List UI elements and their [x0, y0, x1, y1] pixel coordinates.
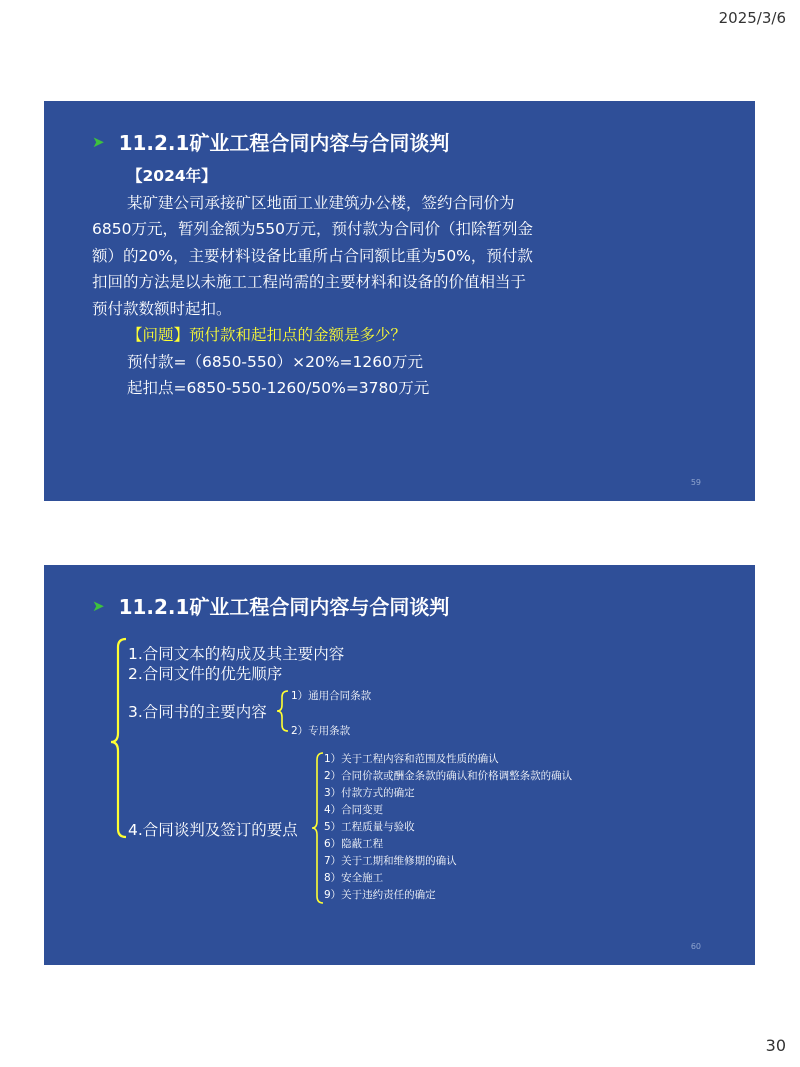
item4-brace — [312, 753, 323, 903]
slide-header — [92, 127, 449, 156]
sub-item: 8）安全施工 — [324, 872, 384, 884]
toc-item-1: 1.合同文本的构成及其主要内容 — [128, 645, 345, 663]
sub-item: 4）合同变更 — [324, 804, 384, 816]
page-date: 2025/3/6 — [718, 9, 786, 27]
slide-title: 11.2.1矿业工程合同内容与合同谈判 — [118, 131, 450, 155]
paragraph-line: 某矿建公司承接矿区地面工业建筑办公楼，签约合同价为 — [127, 193, 515, 212]
sub-item: 1）关于工程内容和范围及性质的确认 — [324, 753, 499, 765]
answer-line: 预付款=（6850-550）×20%=1260万元 — [127, 352, 423, 371]
paragraph-line: 预付款数额时起扣。 — [92, 299, 232, 318]
question-body — [92, 163, 592, 402]
slide-60 — [44, 565, 755, 965]
toc-item-4: 4.合同谈判及签订的要点 — [128, 821, 298, 839]
item3-brace — [277, 691, 288, 731]
sub-item: 1）通用合同条款 — [291, 690, 372, 702]
paragraph-line: 6850万元，暂列金额为550万元，预付款为合同价（扣除暂列金 — [92, 220, 534, 238]
arrow-bullet-icon: ➤ — [92, 132, 105, 151]
slide-59 — [44, 101, 755, 501]
sub-item: 2）专用条款 — [291, 725, 351, 737]
sub-item: 5）工程质量与验收 — [324, 821, 415, 833]
answer-line: 起扣点=6850-550-1260/50%=3780万元 — [127, 379, 430, 397]
slide-title: 11.2.1矿业工程合同内容与合同谈判 — [118, 595, 450, 619]
sub-item: 9）关于违约责任的确定 — [324, 889, 436, 901]
toc-item-3: 3.合同书的主要内容 — [128, 703, 267, 721]
sub-item: 6）隐蔽工程 — [324, 838, 384, 850]
sub-item: 2）合同价款或酬金条款的确认和价格调整条款的确认 — [324, 770, 573, 782]
arrow-bullet-icon: ➤ — [92, 596, 105, 615]
sub-item: 7）关于工期和维修期的确认 — [324, 855, 457, 867]
question-text: 【问题】预付款和起扣点的金额是多少？ — [127, 326, 407, 344]
slide-number: 60 — [690, 942, 701, 951]
main-brace — [111, 639, 126, 837]
paragraph-line: 额）的20%，主要材料设备比重所占合同额比重为50%，预付款 — [92, 246, 533, 265]
sub-item: 3）付款方式的确定 — [324, 787, 415, 799]
paragraph-line: 扣回的方法是以未施工工程尚需的主要材料和设备的价值相当于 — [92, 273, 527, 291]
year-tag: 【2024年】 — [127, 167, 217, 185]
page-number: 30 — [765, 1036, 786, 1055]
toc-item-2: 2.合同文件的优先顺序 — [128, 665, 283, 683]
slide-number: 59 — [690, 478, 701, 487]
